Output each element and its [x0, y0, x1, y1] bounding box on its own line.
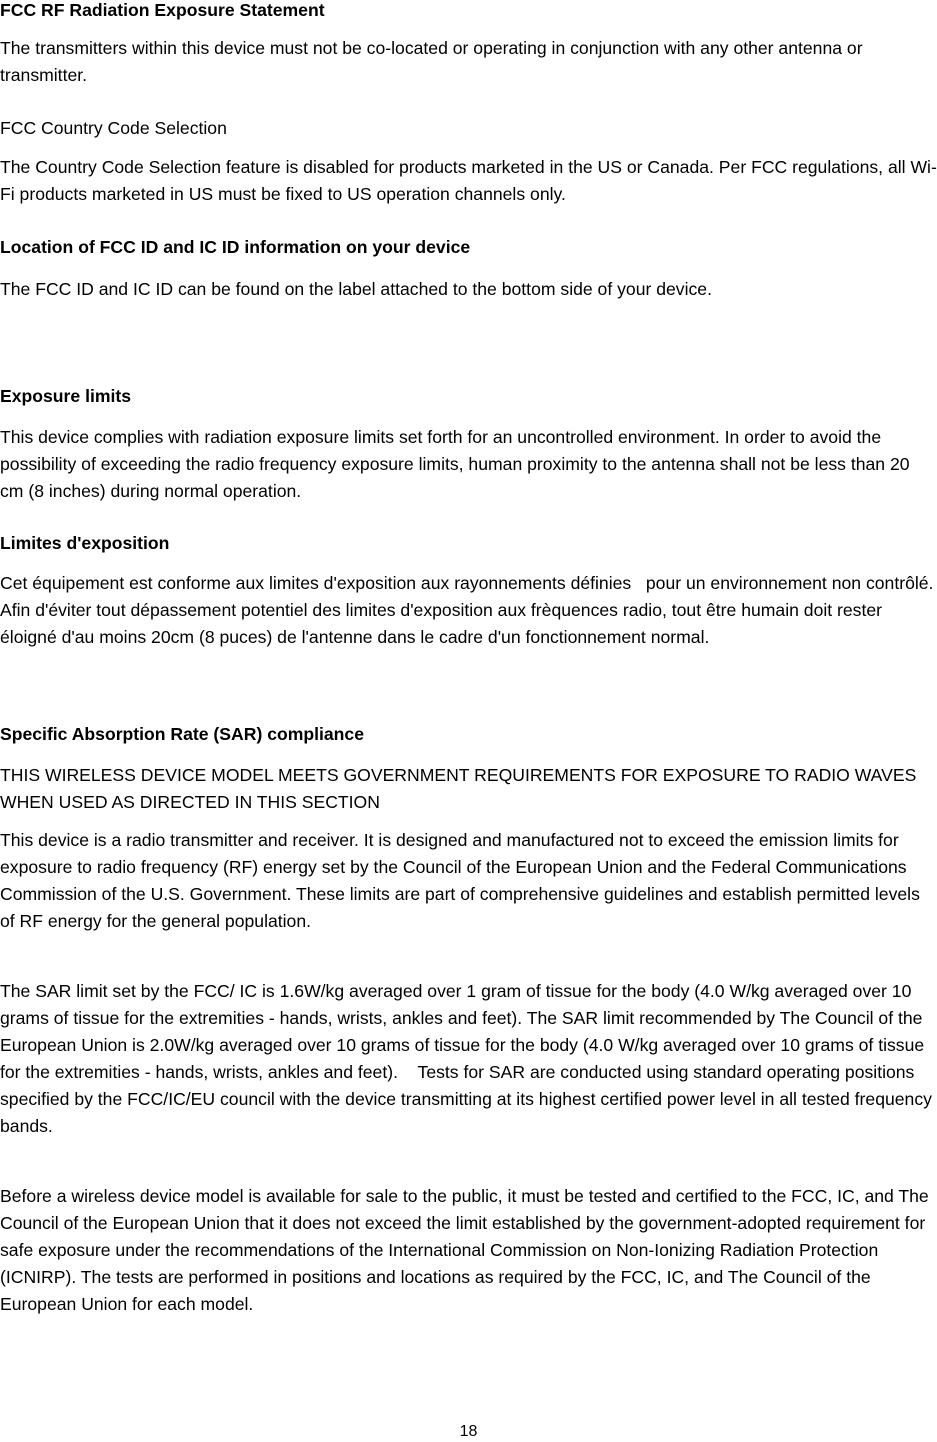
- page-number: 18: [459, 1423, 478, 1440]
- exposure-limits-body: This device complies with radiation exposure limits set forth for an uncontrolled environment. In order to avoid the possibility of exceeding the radio frequency exposure limits, human proximity to the antenna shall not be less than 20 cm (8 inches) during normal operation.: [0, 427, 910, 501]
- fcc-rf-heading: FCC RF Radiation Exposure Statement: [0, 0, 325, 20]
- fcc-id-location-heading: Location of FCC ID and IC ID information on your device: [0, 237, 471, 257]
- sar-paragraph-3: The SAR limit set by the FCC/ IC is 1.6W/kg averaged over 1 gram of tissue for the body (4.0 W/kg averaged over 10 grams of tissue for the extremities - hands, wrists, ankles and feet). The SAR limit recommended by The Council of the European Union is 2.0W/kg averaged over 10 grams of tissue for the body (4.0 W/kg averaged over 10 grams of tissue for the extremities - hands, wrists, ankles and feet). Tests for SAR are conducted using standard operating positions specified by the FCC/IC/EU council with the device transmitting at its highest certified power level in all tested frequency bands.: [0, 981, 932, 1136]
- limites-exposition-body: Cet équipement est conforme aux limites d'exposition aux rayonnements définies pour un environnement non contrôlé. Afin d'éviter tout dépassement potentiel des limites d'exposition aux frèquences radio, tout être humain doit rester éloigné d'au moins 20cm (8 puces) de l'antenne dans le cadre d'un fonctionnement normal.: [0, 573, 934, 647]
- sar-paragraph-2: This device is a radio transmitter and receiver. It is designed and manufactured not to exceed the emission limits for exposure to radio frequency (RF) energy set by the Council of the European Union and the Federal Communications Commission of the U.S. Government. These limits are part of comprehensive guidelines and establish permitted levels of RF energy for the general population.: [0, 830, 920, 931]
- limites-exposition-heading: Limites d'exposition: [0, 533, 170, 553]
- country-code-body: The Country Code Selection feature is disabled for products marketed in the US or Canada. Per FCC regulations, all Wi-Fi products marketed in US must be fixed to US operation channels only.: [0, 157, 937, 204]
- sar-paragraph-4: Before a wireless device model is available for sale to the public, it must be tested and certified to the FCC, IC, and The Council of the European Union that it does not exceed the limit established by the government-adopted requirement for safe exposure under the recommendations of the International Commission on Non-Ionizing Radiation Protection (ICNIRP). The tests are performed in positions and locations as required by the FCC, IC, and The Council of the European Union for each model.: [0, 1186, 929, 1314]
- exposure-limits-heading: Exposure limits: [0, 386, 132, 406]
- country-code-heading: FCC Country Code Selection: [0, 118, 227, 138]
- fcc-id-location-body: The FCC ID and IC ID can be found on the label attached to the bottom side of your device.: [0, 279, 712, 299]
- fcc-rf-body: The transmitters within this device must not be co-located or operating in conjunction with any other antenna or transmitter.: [0, 38, 863, 85]
- sar-paragraph-1: THIS WIRELESS DEVICE MODEL MEETS GOVERNMENT REQUIREMENTS FOR EXPOSURE TO RADIO WAVES WHEN USED AS DIRECTED IN THIS SECTION: [0, 765, 917, 812]
- sar-heading: Specific Absorption Rate (SAR) compliance: [0, 724, 364, 744]
